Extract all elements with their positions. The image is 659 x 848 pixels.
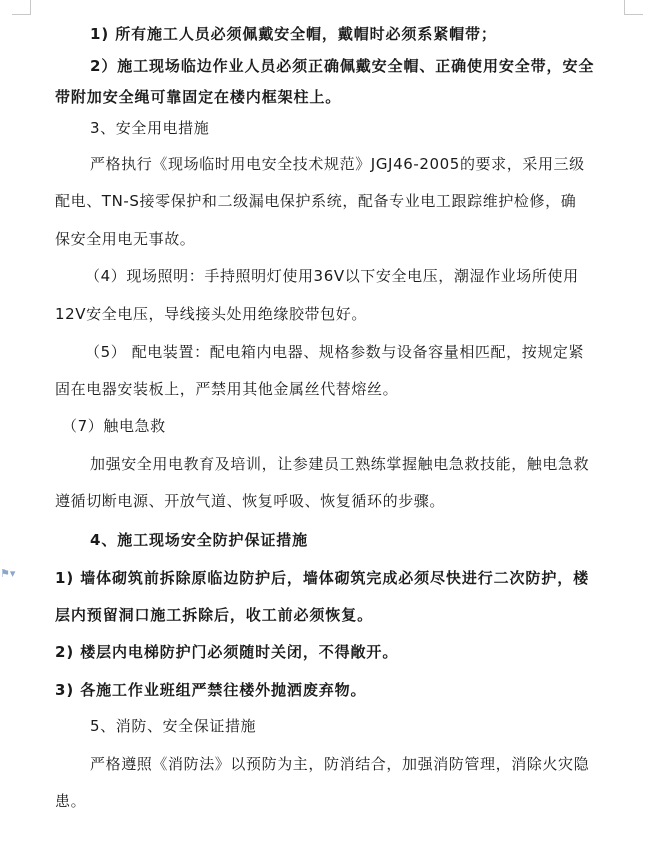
text-line: 配电、TN-S接零保护和二级漏电保护系统，配备专业电工跟踪维护检修，确 <box>55 192 577 210</box>
text-line: 3) 各施工作业班组严禁往楼外抛洒废弃物。 <box>55 681 367 699</box>
text-line: 严格遵照《消防法》以预防为主，防消结合，加强消防管理，消除火灾隐 <box>90 755 590 773</box>
text-line: 遵循切断电源、开放气道、恢复呼吸、恢复循环的步骤。 <box>55 492 446 510</box>
text-line: 2) 楼层内电梯防护门必须随时关闭，不得敞开。 <box>55 643 399 661</box>
text-line: 患。 <box>55 792 87 810</box>
paragraph-marker-icon[interactable]: ⚑▾ <box>0 567 16 580</box>
text-line: 加强安全用电教育及培训，让参建员工熟练掌握触电急救技能，触电急救 <box>90 455 590 473</box>
text-line: （4）现场照明：手持照明灯使用36V以下安全电压，潮湿作业场所使用 <box>85 267 579 285</box>
text-line: 1) 所有施工人员必须佩戴安全帽，戴帽时必须系紧帽带； <box>90 25 497 43</box>
text-line: 带附加安全绳可靠固定在楼内框架柱上。 <box>55 88 342 106</box>
section-heading: （7）触电急救 <box>62 417 166 435</box>
section-heading: 4、施工现场安全防护保证措施 <box>90 531 309 549</box>
text-line: 固在电器安装板上，严禁用其他金属丝代替熔丝。 <box>55 380 399 398</box>
page-corner-mark-top-left <box>12 0 31 15</box>
text-line: 2）施工现场临边作业人员必须正确佩戴安全帽、正确使用安全带，安全 <box>90 57 595 75</box>
section-heading: 5、消防、安全保证措施 <box>90 717 257 735</box>
section-heading: 3、安全用电措施 <box>90 119 210 137</box>
text-line: 1) 墙体砌筑前拆除原临边防护后，墙体砌筑完成必须尽快进行二次防护，楼 <box>55 569 590 587</box>
text-line: 层内预留洞口施工拆除后，收工前必须恢复。 <box>55 606 374 624</box>
page-corner-mark-top-right <box>624 0 643 15</box>
text-line: 严格执行《现场临时用电安全技术规范》JGJ46-2005的要求，采用三级 <box>90 155 585 173</box>
text-line: 保安全用电无事故。 <box>55 230 196 248</box>
text-line: 12V安全电压，导线接头处用绝缘胶带包好。 <box>55 305 367 323</box>
text-line: （5） 配电装置：配电箱内电器、规格参数与设备容量相匹配，按规定紧 <box>85 343 585 361</box>
